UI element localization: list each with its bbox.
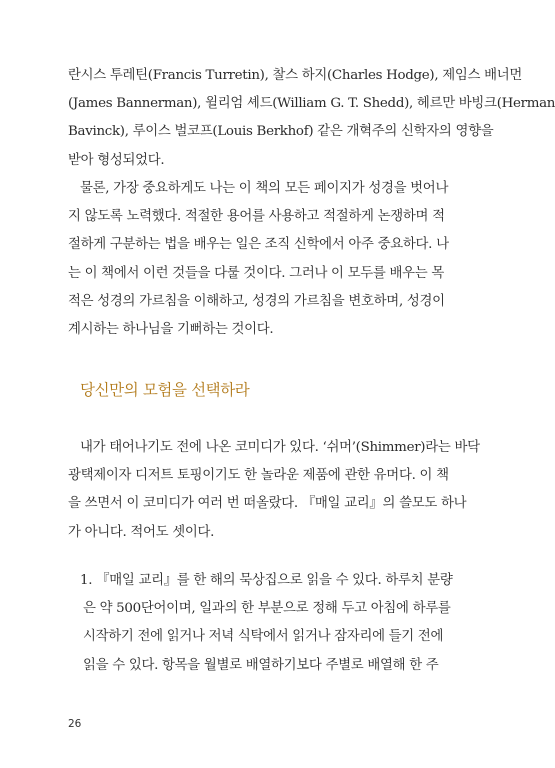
text-line: 내가 태어나기도 전에 나온 코미디가 있다. ‘쉬머’(Shimmer)라는 바닥 bbox=[80, 440, 480, 455]
paragraph-comedy bbox=[68, 434, 480, 547]
text-line: 을 쓰면서 이 코미디가 여러 번 떠올랐다. 『매일 교리』의 쓸모도 하나 bbox=[68, 496, 467, 512]
section-heading: 당신만의 모험을 선택하라 bbox=[80, 381, 250, 399]
text-line: 절하게 구분하는 법을 배우는 일은 조직 신학에서 아주 중요하다. 나 bbox=[68, 237, 449, 253]
text-line: 지 않도록 노력했다. 적절한 용어를 사용하고 적절하게 논쟁하며 적 bbox=[68, 209, 445, 225]
text-line: 계시하는 하나님을 기뻐하는 것이다. bbox=[68, 322, 274, 338]
text-line: 시작하기 전에 읽거나 저녁 식탁에서 읽거나 잠자리에 들기 전에 bbox=[83, 629, 444, 645]
text-line: 는 이 책에서 이런 것들을 다룰 것이다. 그러나 이 모두를 배우는 목 bbox=[68, 265, 444, 281]
text-line: 읽을 수 있다. 항목을 월별로 배열하기보다 주별로 배열해 한 주 bbox=[83, 657, 439, 673]
text-line: (James Bannerman), 윌리엄 셰드(William G. T. Shedd), 헤르만 바빙크(Herman bbox=[68, 96, 555, 112]
list-item-devotional bbox=[68, 567, 453, 680]
text-line: 란시스 투레틴(Francis Turretin), 찰스 하지(Charles Hodge), 제임스 배너먼 bbox=[68, 68, 523, 83]
text-line: 적은 성경의 가르침을 이해하고, 성경의 가르침을 변호하며, 성경이 bbox=[68, 293, 445, 309]
paragraph-scripture bbox=[68, 175, 449, 344]
text-line: 물론, 가장 중요하게도 나는 이 책의 모든 페이지가 성경을 벗어나 bbox=[80, 181, 449, 196]
text-line: 1. 『매일 교리』를 한 해의 묵상집으로 읽을 수 있다. 하루치 분량 bbox=[80, 573, 453, 588]
text-line: 광택제이자 디저트 토핑이기도 한 놀라운 제품에 관한 유머다. 이 책 bbox=[68, 468, 449, 484]
text-line: Bavinck), 루이스 벌코프(Louis Berkhof) 같은 개혁주의 신학자의 영향을 bbox=[68, 124, 494, 140]
paragraph-theologians bbox=[68, 62, 555, 175]
page-number: 26 bbox=[68, 718, 82, 730]
text-line: 가 아니다. 적어도 셋이다. bbox=[68, 524, 215, 540]
text-line: 은 약 500단어이며, 일과의 한 부분으로 정해 두고 아침에 하루를 bbox=[83, 601, 451, 617]
text-line: 받아 형성되었다. bbox=[68, 152, 165, 168]
